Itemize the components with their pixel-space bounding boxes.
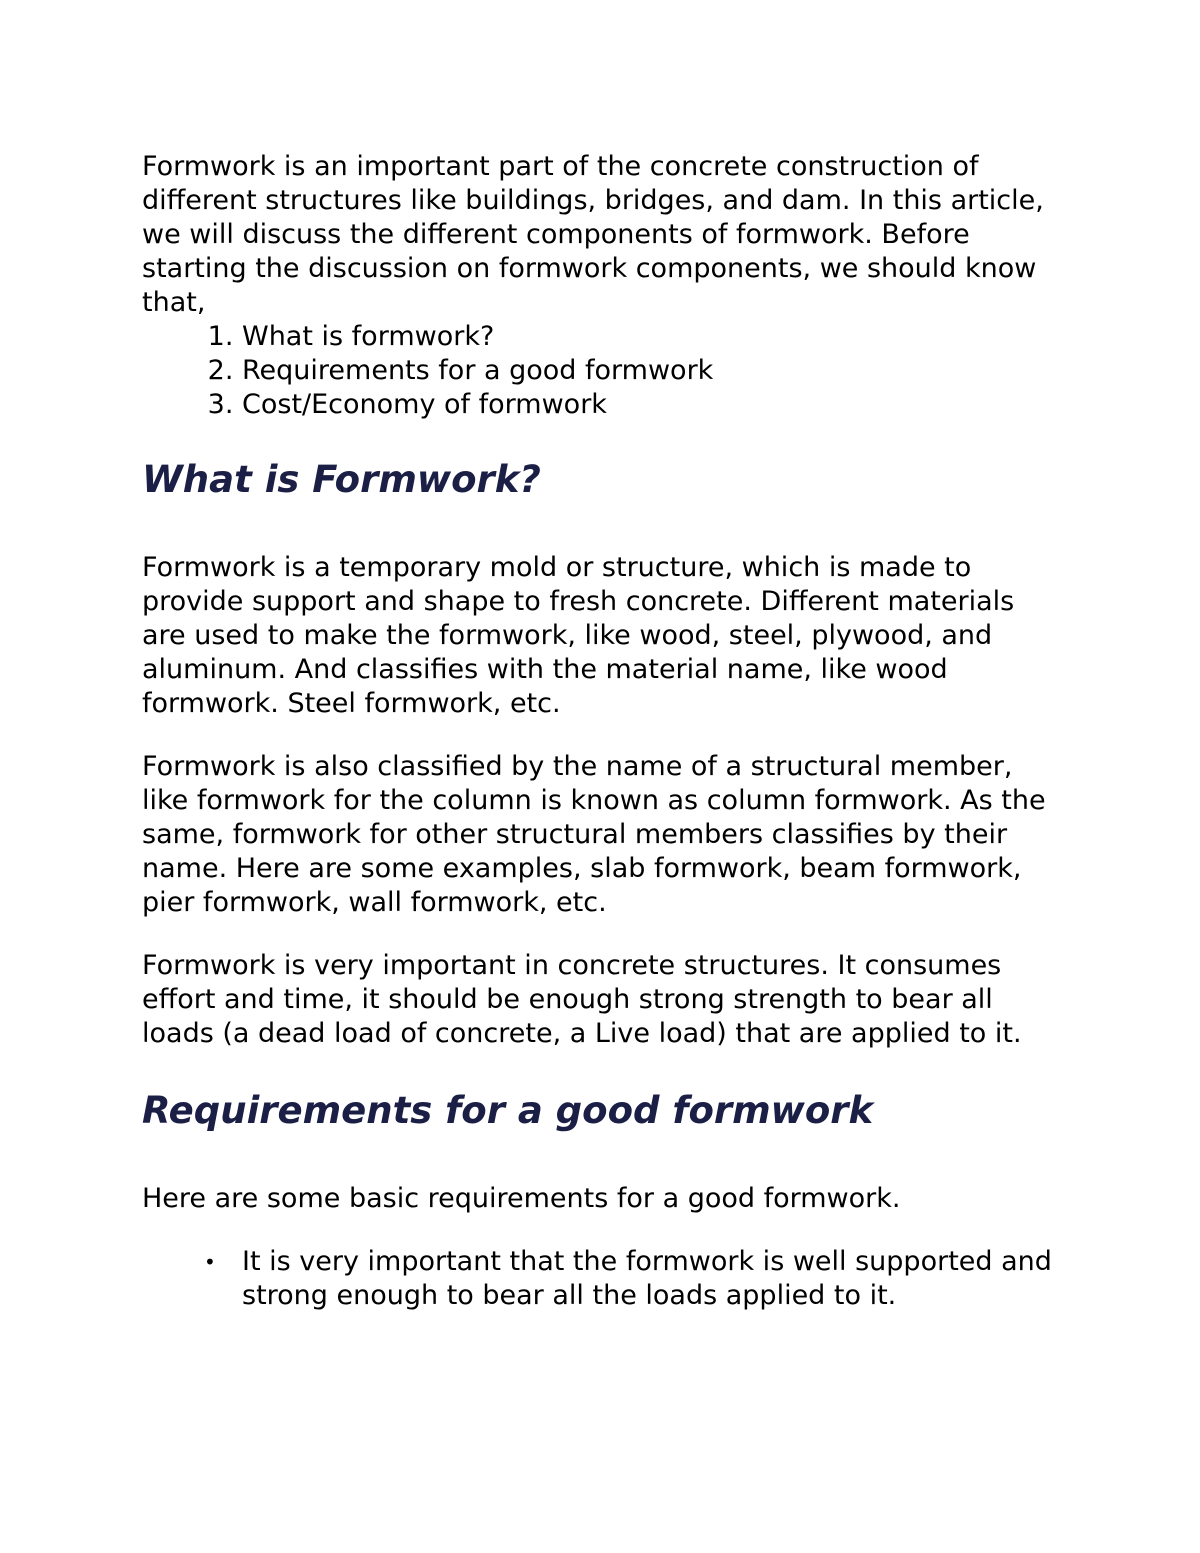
formwork-importance-paragraph: Formwork is very important in concrete structures. It consumes effort and time, it should be enough strong strength to bear all loads (a dead load of concrete, a Live load) that are applied to it. bbox=[142, 950, 1022, 1049]
requirements-list bbox=[142, 1245, 1062, 1313]
heading-what-is-formwork: What is Formwork? bbox=[142, 458, 541, 501]
topic-item-2: 2. Requirements for a good formwork bbox=[242, 354, 1062, 388]
intro-paragraph: Formwork is an important part of the concrete construction of different structures like buildings, bridges, and dam. In this article, we will discuss the different components of formwork. Before starting the discussion on formwork components, we should know that, bbox=[142, 151, 1044, 318]
heading-requirements: Requirements for a good formwork bbox=[142, 1089, 874, 1132]
topic-item-1: 1. What is formwork? bbox=[242, 320, 1062, 354]
formwork-classification-paragraph: Formwork is also classified by the name of a structural member, like formwork for the column is known as column formwork. As the same, formwork for other structural members classifies by their name. Here are some examples, slab formwork, beam formwork, pier formwork, wall formwork, etc. bbox=[142, 751, 1046, 918]
bullet-icon: • bbox=[204, 1250, 216, 1274]
intro-topic-list bbox=[142, 320, 1062, 422]
document-page bbox=[142, 150, 1062, 1313]
requirement-item-text: It is very important that the formwork is well supported and strong enough to bear all the loads applied to it. bbox=[242, 1246, 1052, 1311]
formwork-definition-paragraph: Formwork is a temporary mold or structure, which is made to provide support and shape to fresh concrete. Different materials are used to make the formwork, like wood, steel, plywood, and aluminum. And classifies with the material name, like wood formwork. Steel formwork, etc. bbox=[142, 552, 1015, 719]
requirement-item bbox=[204, 1245, 1062, 1313]
requirements-lead-paragraph: Here are some basic requirements for a good formwork. bbox=[142, 1183, 901, 1214]
topic-item-3: 3. Cost/Economy of formwork bbox=[242, 388, 1062, 422]
